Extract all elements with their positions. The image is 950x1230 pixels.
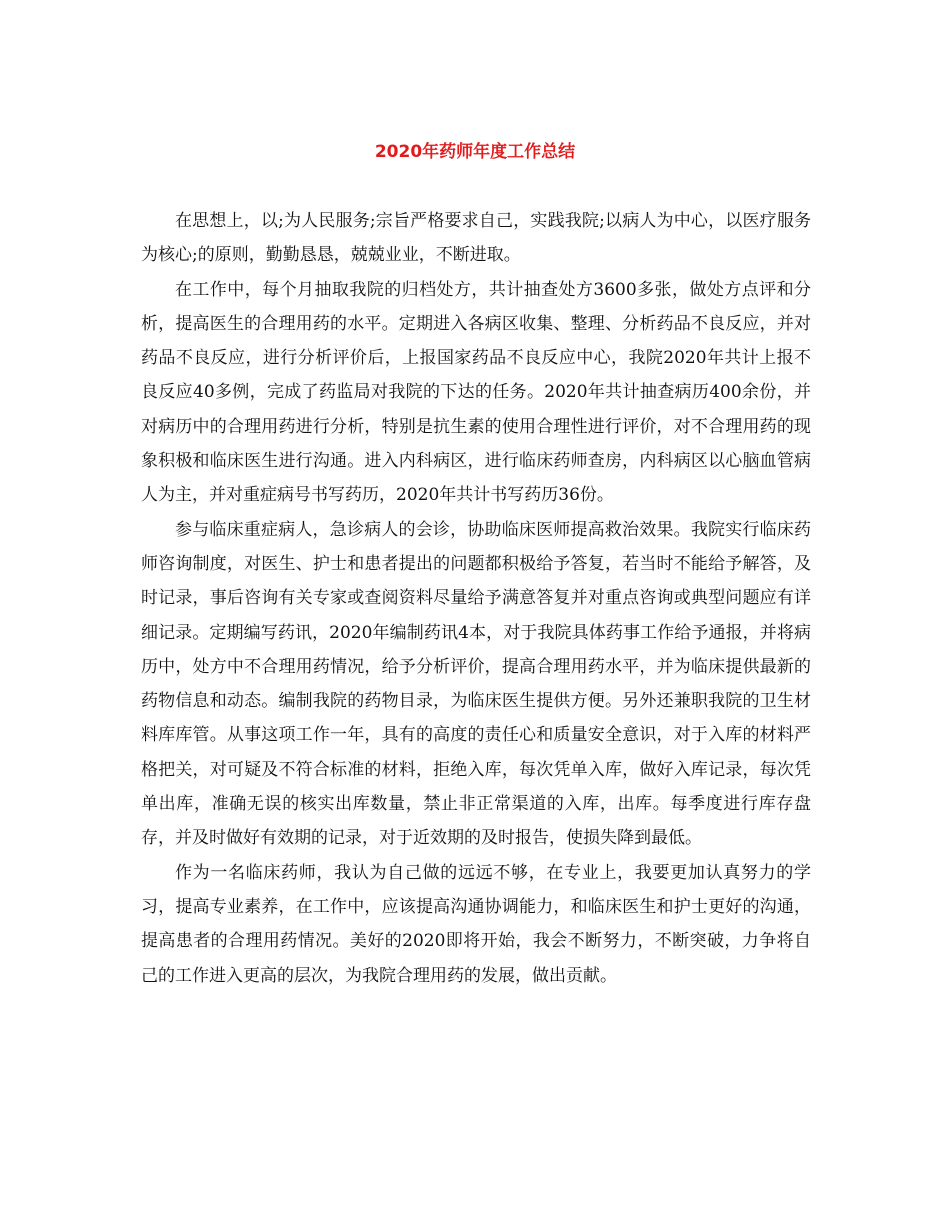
document-body xyxy=(141,204,811,993)
paragraph-2: 在工作中，每个月抽取我院的归档处方，共计抽查处方3600多张，做处方点评和分析，提高医生的合理用药的水平。定期进入各病区收集、整理、分析药品不良反应，并对药品不良反应，进行分析评价后，上报国家药品不良反应中心，我院2020年共计上报不良反应40多例，完成了药监局对我院的下达的任务。2020年共计抽查病历400余份，并对病历中的合理用药进行分析，特别是抗生素的使用合理性进行评价，对不合理用药的现象积极和临床医生进行沟通。进入内科病区，进行临床药师查房，内科病区以心脑血管病人为主，并对重症病号书写药历，2020年共计书写药历36份。 xyxy=(141,279,811,506)
paragraph-3: 参与临床重症病人，急诊病人的会诊，协助临床医师提高救治效果。我院实行临床药师咨询制度，对医生、护士和患者提出的问题都积极给予答复，若当时不能给予解答，及时记录，事后咨询有关专家或查阅资料尽量给予满意答复并对重点咨询或典型问题应有详细记录。定期编写药讯，2020年编制药讯4本，对于我院具体药事工作给予通报，并将病历中，处方中不合理用药情况，给予分析评价，提高合理用药水平，并为临床提供最新的药物信息和动态。编制我院的药物目录，为临床医生提供方便。另外还兼职我院的卫生材料库库管。从事这项工作一年，具有的高度的责任心和质量安全意识，对于入库的材料严格把关，对可疑及不符合标准的材料，拒绝入库，每次凭单入库，做好入库记录，每次凭单出库，准确无误的核实出库数量，禁止非正常渠道的入库，出库。每季度进行库存盘存，并及时做好有效期的记录，对于近效期的及时报告，使损失降到最低。 xyxy=(141,519,811,849)
paragraph-4: 作为一名临床药师，我认为自己做的远远不够，在专业上，我要更加认真努力的学习，提高专业素养，在工作中，应该提高沟通协调能力，和临床医生和护士更好的沟通，提高患者的合理用药情况。美好的2020即将开始，我会不断努力，不断突破，力争将自己的工作进入更高的层次，为我院合理用药的发展，做出贡献。 xyxy=(141,862,811,986)
document-title: 2020年药师年度工作总结 xyxy=(374,142,576,162)
paragraph-1: 在思想上，以;为人民服务;宗旨严格要求自己，实践我院;以病人为中心，以医疗服务为核心;的原则，勤勤恳恳，兢兢业业，不断进取。 xyxy=(141,211,811,266)
